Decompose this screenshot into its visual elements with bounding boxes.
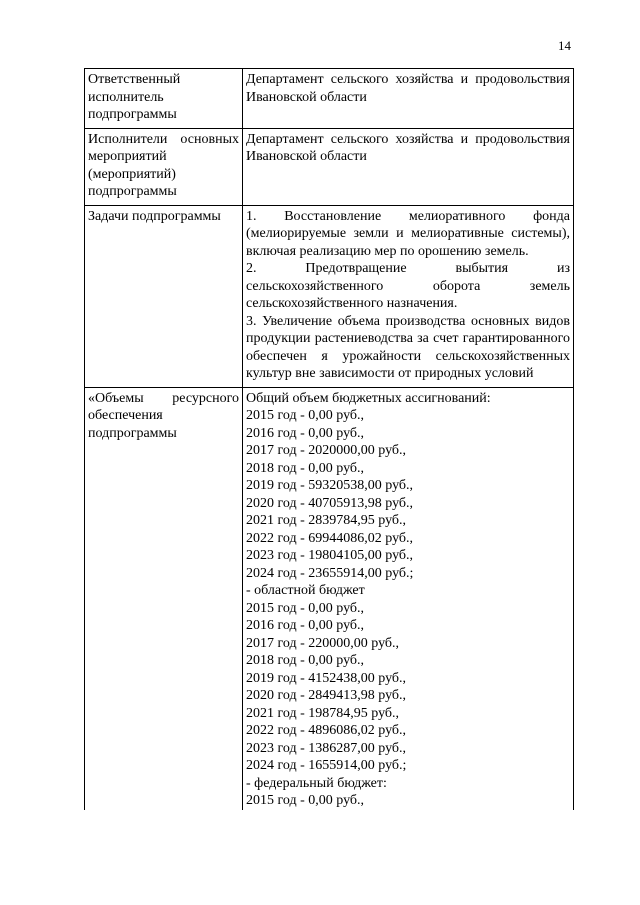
funding-line: 2015 год - 0,00 руб., (246, 408, 365, 423)
funding-line: 2023 год - 19804105,00 руб., (246, 548, 414, 563)
funding-line: 2024 год - 23655914,00 руб.; (246, 565, 414, 581)
table-row (85, 387, 574, 810)
tasks-cell (243, 205, 574, 387)
row-label: Ответственный исполнитель подпрограммы (85, 69, 243, 129)
table-row (85, 205, 574, 387)
task-item: 3. Увеличение объема производства основных видов продукции растениеводства за счет гарантированного обеспечен я урожайности сельскохозяйственных культур вне зависимости от природных условий (246, 313, 570, 381)
funding-line: 2020 год - 2849413,98 руб., (246, 688, 407, 703)
funding-line: 2019 год - 4152438,00 руб., (246, 670, 407, 686)
funding-line: 2020 год - 40705913,98 руб., (246, 495, 414, 511)
row-value: Департамент сельского хозяйства и продовольствия Ивановской области (243, 69, 574, 129)
funding-line: 2021 год - 2839784,95 руб., (246, 513, 407, 528)
table-row (85, 128, 574, 205)
funding-line: 2016 год - 0,00 руб., (246, 425, 365, 441)
funding-line: 2024 год - 1655914,00 руб.; (246, 758, 407, 773)
funding-line: 2021 год - 198784,95 руб., (246, 705, 400, 721)
funding-line: 2015 год - 0,00 руб., (246, 600, 365, 616)
funding-line: 2016 год - 0,00 руб., (246, 618, 365, 633)
funding-line: 2022 год - 4896086,02 руб., (246, 723, 407, 738)
funding-line: 2018 год - 0,00 руб., (246, 653, 365, 668)
task-item: 2. Предотвращение выбытия из сельскохозяйственного оборота земель сельскохозяйственного назначения. (246, 261, 570, 311)
subprogram-passport-table (84, 68, 574, 810)
funding-line: 2017 год - 2020000,00 руб., (246, 443, 407, 458)
funding-line: - областной бюджет (246, 583, 365, 598)
table-row (85, 69, 574, 129)
funding-line: 2018 год - 0,00 руб., (246, 460, 365, 476)
row-label: Исполнители основных мероприятий (мероприятий) подпрограммы (85, 128, 243, 205)
task-item: 1. Восстановление мелиоративного фонда (мелиорируемые земли и мелиоративные системы), включая реализацию мер по орошению земель. (246, 208, 570, 259)
funding-cell (243, 387, 574, 810)
row-label: Задачи подпрограммы (85, 205, 243, 387)
funding-line: 2015 год - 0,00 руб., (246, 793, 365, 808)
funding-line: 2022 год - 69944086,02 руб., (246, 530, 414, 546)
row-value: Департамент сельского хозяйства и продовольствия Ивановской области (243, 128, 574, 205)
funding-line: 2023 год - 1386287,00 руб., (246, 740, 407, 756)
funding-line: 2019 год - 59320538,00 руб., (246, 478, 414, 493)
funding-line: 2017 год - 220000,00 руб., (246, 635, 400, 651)
row-label: «Объемы ресурсного обеспечения подпрограммы (85, 387, 243, 810)
funding-line: Общий объем бюджетных ассигнований: (246, 390, 491, 406)
page-number: 14 (558, 38, 571, 53)
funding-line: - федеральный бюджет: (246, 775, 387, 791)
